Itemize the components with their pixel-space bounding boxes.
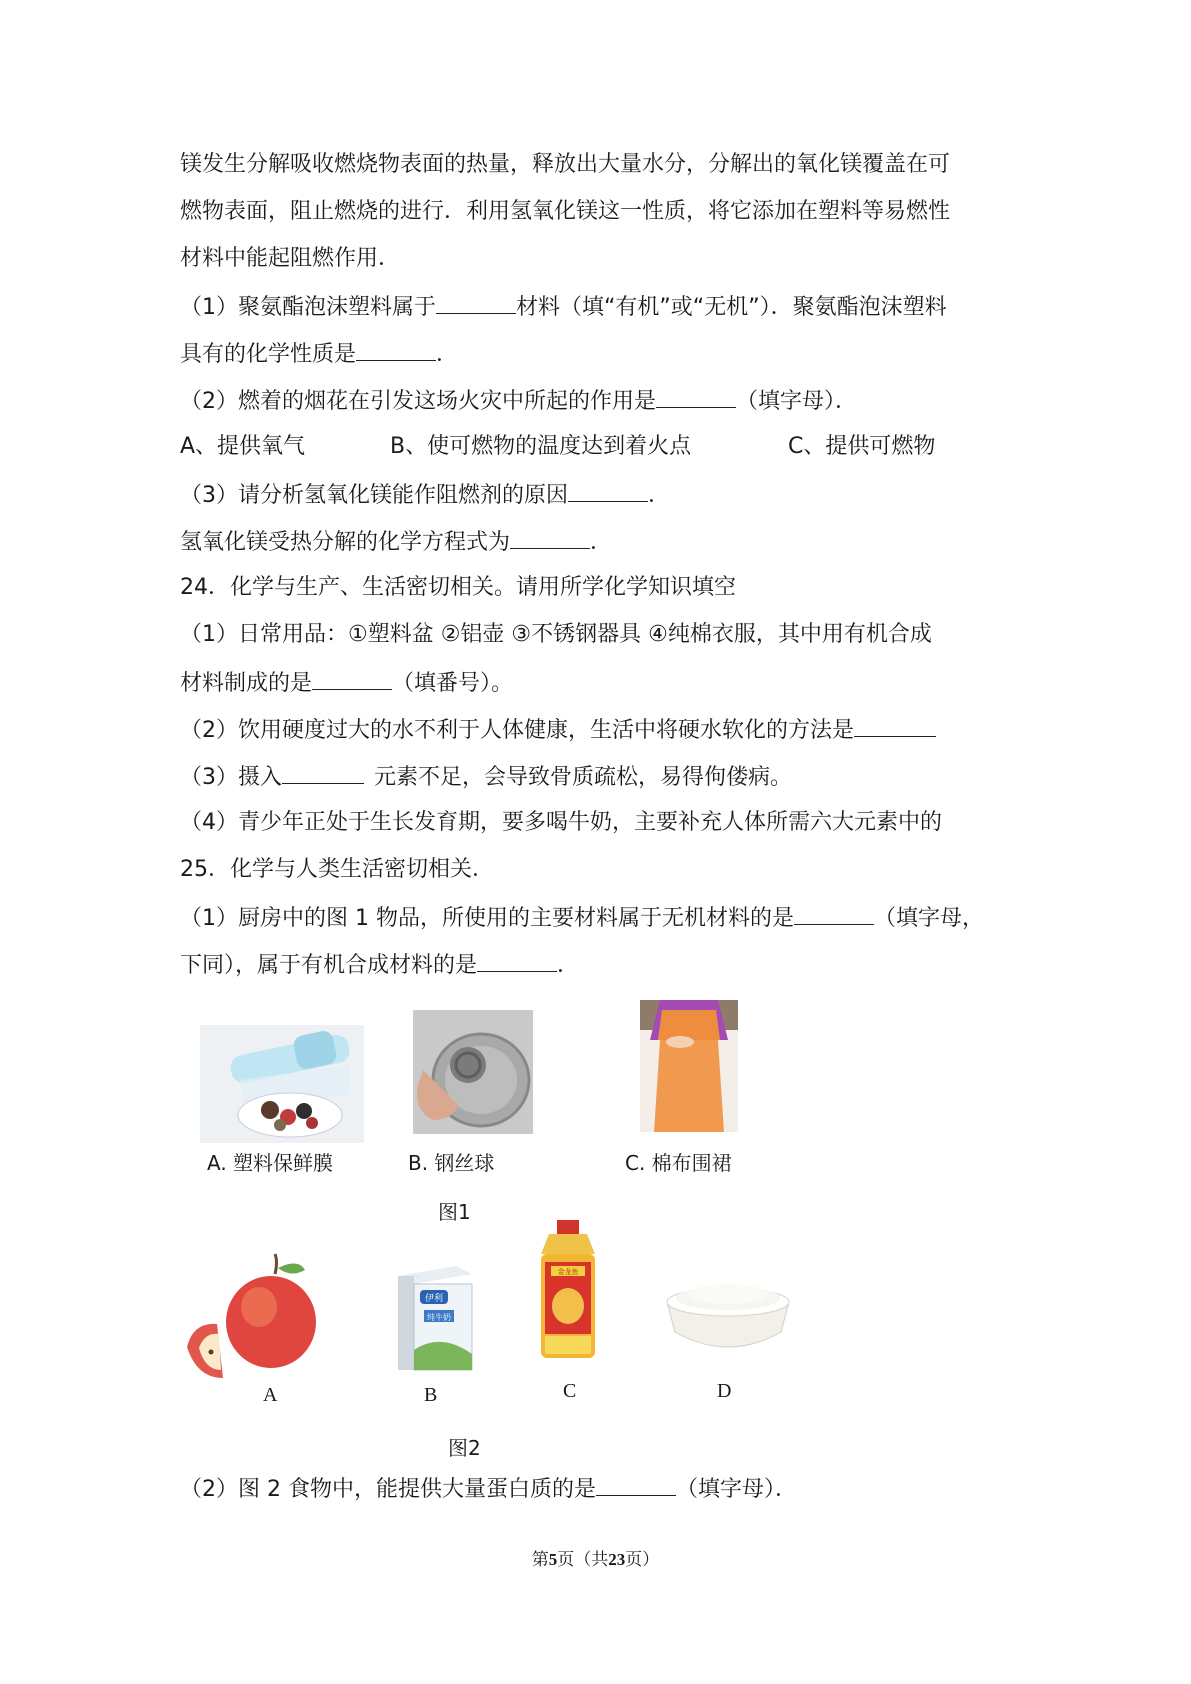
q25-part2: （2）图 2 食物中，能提供大量蛋白质的是 （填字母）． bbox=[180, 1473, 797, 1505]
answer-blank[interactable] bbox=[596, 1473, 676, 1496]
q24-part3: （3）摄入 元素不足，会导致骨质疏松，易得佝偻病。 bbox=[180, 761, 792, 793]
answer-blank[interactable] bbox=[794, 902, 874, 925]
milk-brand-text: 伊利 bbox=[424, 1294, 444, 1304]
answer-blank[interactable] bbox=[436, 291, 516, 314]
steel-wool-image bbox=[413, 1010, 533, 1134]
answer-blank[interactable] bbox=[510, 526, 590, 549]
q24-part1-line1: （1）日常用品：①塑料盆 ②铝壶 ③不锈钢器具 ④纯棉衣服，其中用有机合成 bbox=[180, 622, 932, 647]
q25-part1-line2: 下同），属于有机合成材料的是 ． bbox=[180, 949, 579, 981]
page-total: 23 bbox=[608, 1550, 626, 1569]
page-footer: 第5页（共23页） bbox=[531, 1550, 660, 1569]
fig1-label: 图1 bbox=[438, 1200, 471, 1224]
cooking-oil-image bbox=[537, 1220, 599, 1362]
rice-bowl-image bbox=[663, 1262, 793, 1360]
answer-blank[interactable] bbox=[477, 949, 557, 972]
option-b: B、使可燃物的温度达到着火点 bbox=[390, 434, 692, 459]
option-c: C、提供可燃物 bbox=[788, 434, 936, 459]
option-a: A、提供氧气 bbox=[180, 434, 306, 459]
q23-part1-line2: 具有的化学性质是 ． bbox=[180, 338, 458, 370]
oil-brand-text: 金龙鱼 bbox=[557, 1268, 579, 1276]
page-number: 5 bbox=[548, 1550, 558, 1569]
paragraph-line-2: 燃物表面，阻止燃烧的进行．利用氢氧化镁这一性质，将它添加在塑料等易燃性 bbox=[180, 199, 951, 224]
fig2-caption-d: D bbox=[717, 1380, 732, 1402]
fig1-caption-a: A. 塑料保鲜膜 bbox=[207, 1151, 334, 1175]
answer-blank[interactable] bbox=[312, 667, 392, 690]
milk-name-text: 纯牛奶 bbox=[427, 1313, 451, 1322]
fig2-caption-a: A bbox=[263, 1384, 278, 1406]
q24-part1-line2: 材料制成的是 （填番号）。 bbox=[180, 667, 513, 699]
q25-title: 25．化学与人类生活密切相关． bbox=[180, 857, 494, 882]
q24-part2: （2）饮用硬度过大的水不利于人体健康，生活中将硬水软化的方法是 bbox=[180, 714, 936, 746]
answer-blank[interactable] bbox=[656, 385, 736, 408]
answer-blank[interactable] bbox=[568, 479, 648, 502]
answer-blank[interactable] bbox=[356, 338, 436, 361]
fig2-caption-c: C bbox=[563, 1380, 577, 1402]
milk-carton-image bbox=[396, 1262, 474, 1372]
q24-part4: （4）青少年正处于生长发育期，要多喝牛奶，主要补充人体所需六大元素中的 bbox=[180, 810, 942, 835]
fig1-caption-c: C. 棉布围裙 bbox=[625, 1151, 732, 1175]
cotton-apron-image bbox=[640, 1000, 738, 1132]
q23-part2: （2）燃着的烟花在引发这场火灾中所起的作用是 （填字母）． bbox=[180, 385, 857, 417]
q23-part4: 氢氧化镁受热分解的化学方程式为 ． bbox=[180, 526, 612, 558]
paragraph-line-1: 镁发生分解吸收燃烧物表面的热量，释放出大量水分，分解出的氧化镁覆盖在可 bbox=[180, 152, 951, 177]
paragraph-line-3: 材料中能起阻燃作用． bbox=[180, 246, 401, 271]
apple-image bbox=[183, 1252, 323, 1386]
fig1-caption-b: B. 钢丝球 bbox=[408, 1151, 495, 1175]
fig2-label: 图2 bbox=[448, 1436, 481, 1460]
q23-part3: （3）请分析氢氧化镁能作阻燃剂的原因 ． bbox=[180, 479, 670, 511]
q25-part1-line1: （1）厨房中的图 1 物品，所使用的主要材料属于无机材料的是 （填字母， bbox=[180, 902, 984, 934]
q24-title: 24．化学与生产、生活密切相关。请用所学化学知识填空 bbox=[180, 575, 736, 600]
answer-blank[interactable] bbox=[854, 714, 936, 737]
plastic-wrap-image bbox=[200, 1025, 364, 1143]
answer-blank[interactable] bbox=[282, 761, 364, 784]
fig2-caption-b: B bbox=[424, 1384, 438, 1406]
q23-part1-line1: （1）聚氨酯泡沫塑料属于 材料（填“有机”或“无机”）．聚氨酯泡沫塑料 bbox=[180, 291, 947, 323]
